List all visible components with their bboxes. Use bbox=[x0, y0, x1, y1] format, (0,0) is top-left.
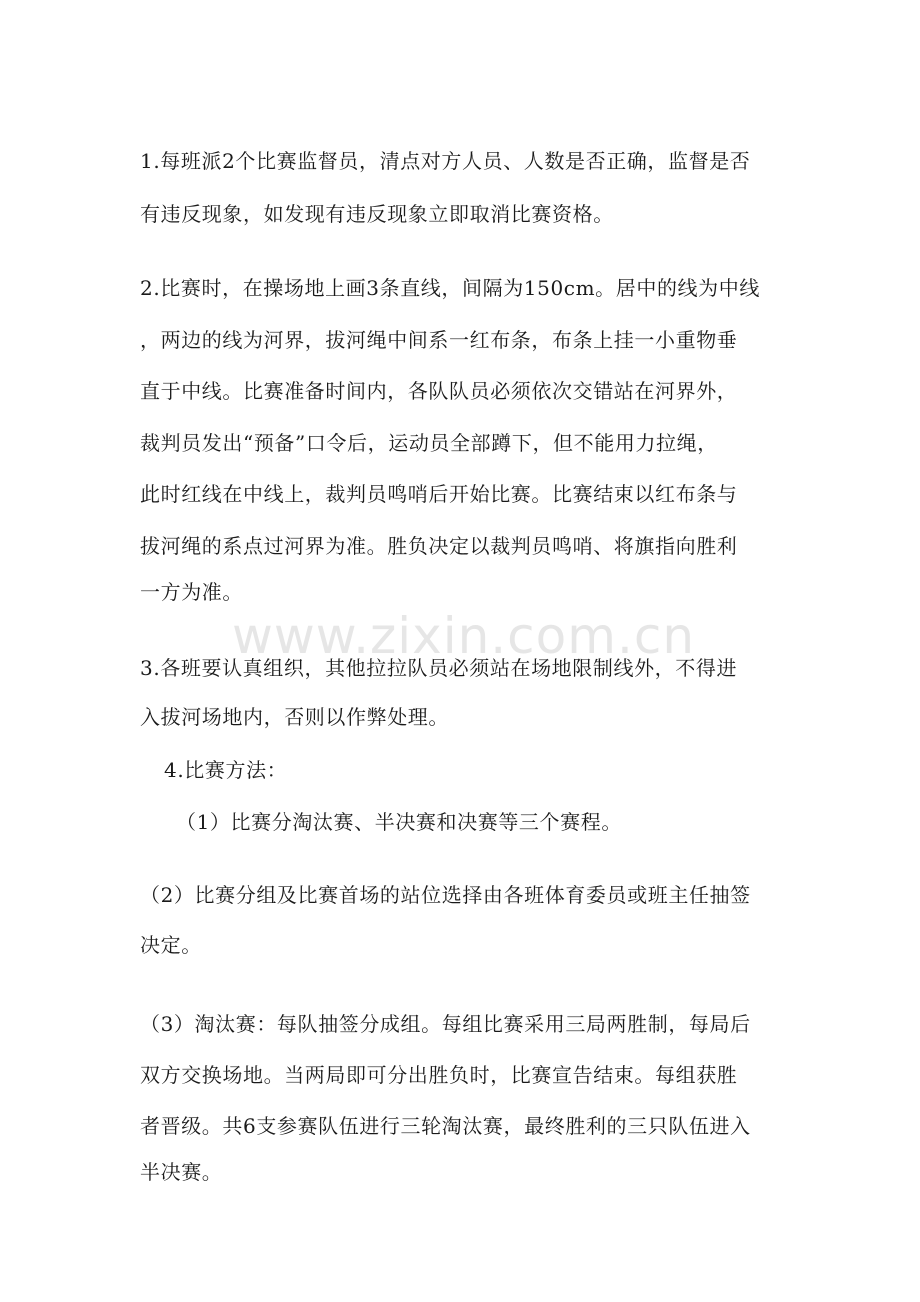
text-line: 2.比赛时，在操场地上画3条直线，间隔为150cm。居中的线为中线 bbox=[140, 276, 760, 300]
text-line: 半决赛。 bbox=[140, 1160, 223, 1184]
text-line: ，两边的线为河界，拔河绳中间系一红布条，布条上挂一小重物垂 bbox=[140, 328, 738, 352]
text-line: （1）比赛分淘汰赛、半决赛和决赛等三个赛程。 bbox=[176, 810, 622, 834]
text-line: 入拔河场地内，否则以作弊处理。 bbox=[140, 705, 449, 729]
text-line: 一方为准。 bbox=[140, 580, 243, 604]
text-line: 决定。 bbox=[140, 933, 202, 957]
text-line: 裁判员发出“预备”口令后，运动员全部蹲下，但不能用力拉绳， bbox=[140, 431, 718, 455]
text-line: （3）淘汰赛：每队抽签分成组。每组比赛采用三局两胜制，每局后 bbox=[140, 1012, 751, 1036]
text-line: 者晋级。共6支参赛队伍进行三轮淘汰赛，最终胜利的三只队伍进入 bbox=[140, 1114, 751, 1138]
text-line: 1.每班派2个比赛监督员，清点对方人员、人数是否正确，监督是否 bbox=[140, 149, 751, 173]
text-line: 拔河绳的系点过河界为准。胜负决定以裁判员鸣哨、将旗指向胜利 bbox=[140, 534, 738, 558]
text-line: （2）比赛分组及比赛首场的站位选择由各班体育委员或班主任抽签 bbox=[140, 883, 751, 907]
text-line: 3.各班要认真组织，其他拉拉队员必须站在场地限制线外，不得进 bbox=[140, 656, 738, 680]
watermark: www.zixin.com.cn bbox=[232, 607, 696, 665]
text-line: 双方交换场地。当两局即可分出胜负时，比赛宣告结束。每组获胜 bbox=[140, 1063, 738, 1087]
section-heading: 4.比赛方法： bbox=[164, 758, 288, 782]
text-line: 有违反现象，如发现有违反现象立即取消比赛资格。 bbox=[140, 202, 614, 226]
text-line: 此时红线在中线上，裁判员鸣哨后开始比赛。比赛结束以红布条与 bbox=[140, 482, 738, 506]
text-line: 直于中线。比赛准备时间内，各队队员必须依次交错站在河界外， bbox=[140, 379, 738, 403]
